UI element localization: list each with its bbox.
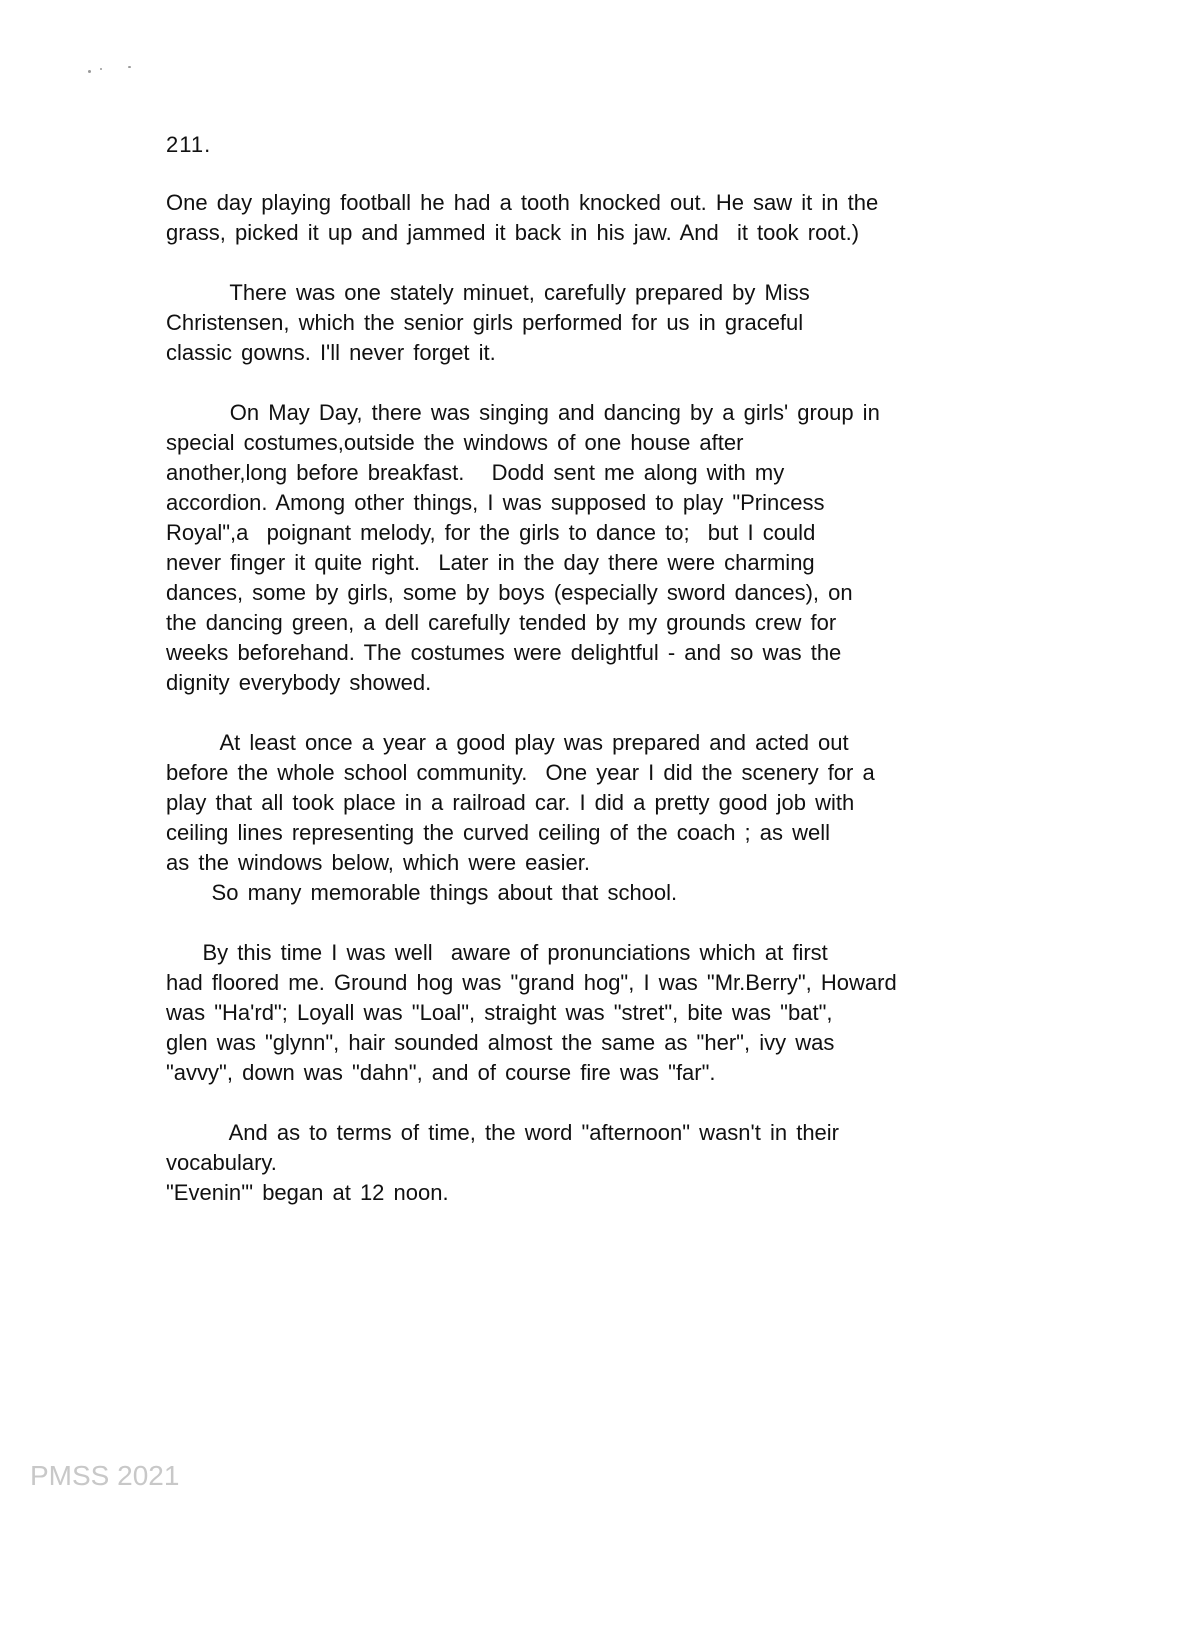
text-line: One day playing football he had a tooth knocked out. He saw it in the <box>166 190 879 215</box>
text-line: Christensen, which the senior girls performed for us in graceful <box>166 310 804 335</box>
text-line: glen was "glynn", hair sounded almost the same as "her", ivy was <box>166 1030 835 1055</box>
text-line: dances, some by girls, some by boys (especially sword dances), on <box>166 580 853 605</box>
text-line: So many memorable things about that school. <box>166 880 678 905</box>
paragraph <box>166 728 1036 908</box>
text-line: At least once a year a good play was prepared and acted out <box>166 730 849 755</box>
text-line: another,long before breakfast. Dodd sent me along with my <box>166 460 785 485</box>
text-line: had floored me. Ground hog was "grand hog", I was "Mr.Berry", Howard <box>166 970 897 995</box>
paragraph <box>166 1118 1036 1208</box>
text-line: And as to terms of time, the word "afternoon" wasn't in their <box>166 1120 839 1145</box>
text-line: Royal",a poignant melody, for the girls to dance to; but I could <box>166 520 816 545</box>
text-line: grass, picked it up and jammed it back in his jaw. And it took root.) <box>166 220 860 245</box>
text-line: By this time I was well aware of pronunciations which at first <box>166 940 828 965</box>
text-line: play that all took place in a railroad car. I did a pretty good job with <box>166 790 855 815</box>
paragraph <box>166 938 1036 1088</box>
text-line: classic gowns. I'll never forget it. <box>166 340 496 365</box>
scan-speck <box>100 68 102 70</box>
text-line: weeks beforehand. The costumes were delightful - and so was the <box>166 640 842 665</box>
text-line: On May Day, there was singing and dancing by a girls' group in <box>166 400 880 425</box>
text-line: accordion. Among other things, I was supposed to play "Princess <box>166 490 825 515</box>
paragraph <box>166 398 1036 698</box>
text-line: was "Ha'rd"; Loyall was "Loal", straight was "stret", bite was "bat", <box>166 1000 833 1025</box>
text-line: before the whole school community. One year I did the scenery for a <box>166 760 875 785</box>
text-line: vocabulary. <box>166 1150 277 1175</box>
text-line: dignity everybody showed. <box>166 670 432 695</box>
text-line: "avvy", down was "dahn", and of course fire was "far". <box>166 1060 716 1085</box>
paragraph <box>166 278 1036 368</box>
text-line: There was one stately minuet, carefully prepared by Miss <box>166 280 810 305</box>
page-number: 211. <box>166 132 212 157</box>
paragraph <box>166 188 1036 248</box>
text-line: special costumes,outside the windows of one house after <box>166 430 744 455</box>
scan-speck <box>128 66 131 68</box>
text-line: as the windows below, which were easier. <box>166 850 590 875</box>
footer-watermark: PMSS 2021 <box>30 1460 180 1491</box>
scan-speck <box>88 70 91 73</box>
text-line: never finger it quite right. Later in the day there were charming <box>166 550 815 575</box>
text-line: ceiling lines representing the curved ceiling of the coach ; as well <box>166 820 831 845</box>
text-line: the dancing green, a dell carefully tended by my grounds crew for <box>166 610 837 635</box>
text-line: "Evenin'" began at 12 noon. <box>166 1180 449 1205</box>
